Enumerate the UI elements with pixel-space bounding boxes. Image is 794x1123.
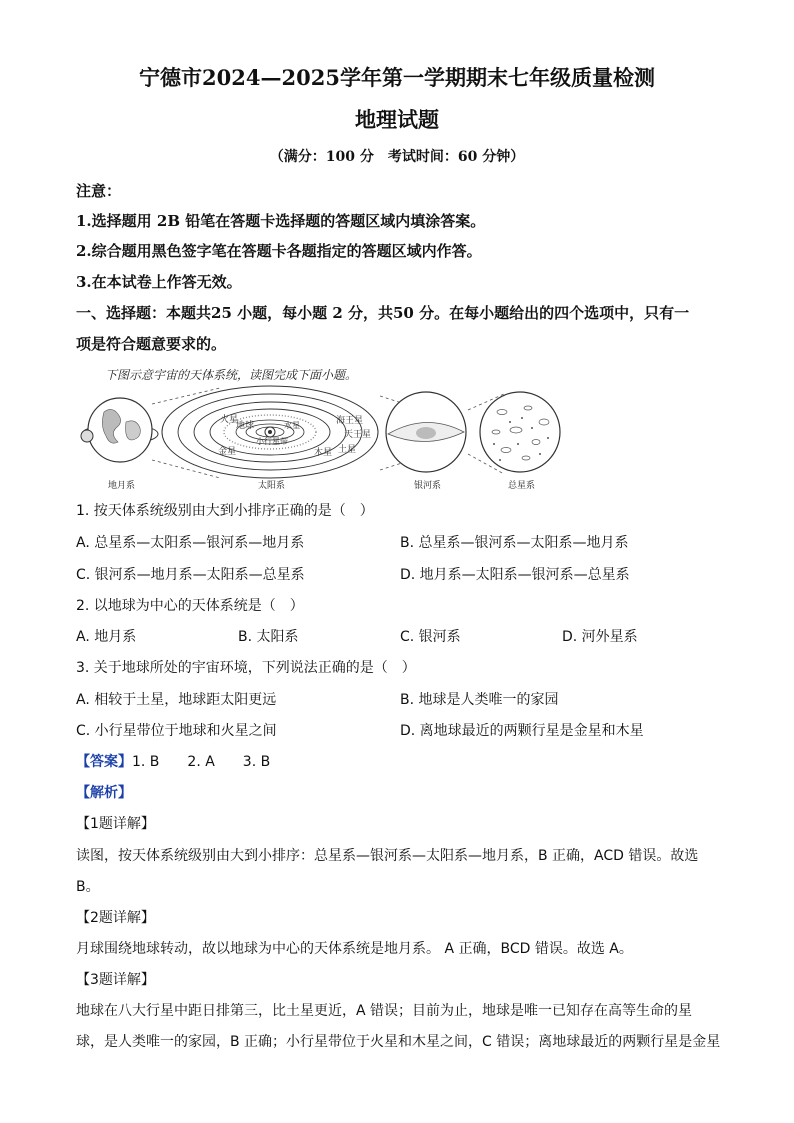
- q1-detail-line-2: B。: [76, 879, 100, 895]
- section-instruction-cont: 项是符合题意要求的。: [76, 335, 227, 353]
- asteroid-belt-label: 小行星带: [256, 437, 288, 446]
- q2-option-b: B. 太阳系: [238, 629, 299, 645]
- q3-detail-tag: 【3题详解】: [76, 972, 155, 988]
- celestial-systems-figure: [70, 382, 570, 494]
- q2-option-d: D. 河外星系: [562, 629, 638, 645]
- q1-option-b: B. 总星系—银河系—太阳系—地月系: [400, 535, 629, 551]
- uranus-label: 天王星: [344, 430, 372, 440]
- label-earth-moon: 地月系: [108, 481, 136, 491]
- solar-system-diagram: [162, 386, 378, 478]
- earth-moon-diagram: [81, 398, 158, 462]
- q2-detail-tag: 【2题详解】: [76, 910, 155, 926]
- question-3-stem: 3. 关于地球所处的宇宙环境，下列说法正确的是（ ）: [76, 660, 416, 676]
- exam-title: 宁德市2024—2025学年第一学期期末七年级质量检测: [139, 65, 655, 90]
- q1-option-a: A. 总星系—太阳系—银河系—地月系: [76, 535, 305, 551]
- label-milky-way: 银河系: [414, 481, 442, 491]
- note-item-2: 2.综合题用黑色签字笔在答题卡各题指定的答题区域内作答。: [76, 242, 482, 260]
- jupiter-label: 木星: [314, 448, 333, 458]
- q1-option-c: C. 银河系—地月系—太阳系—总星系: [76, 567, 305, 583]
- question-1-stem: 1. 按天体系统级别由大到小排序正确的是（ ）: [76, 503, 374, 519]
- analysis-tag: 【解析】: [76, 785, 132, 801]
- score-time: （满分：100 分 考试时间：60 分钟）: [269, 149, 525, 165]
- q3-option-d: D. 离地球最近的两颗行星是金星和木星: [400, 723, 644, 739]
- note-item-1: 1.选择题用 2B 铅笔在答题卡选择题的答题区域内填涂答案。: [76, 212, 486, 230]
- q3-option-c: C. 小行星带位于地球和火星之间: [76, 723, 277, 739]
- q2-option-c: C. 银河系: [400, 629, 461, 645]
- milky-way-diagram: [386, 392, 466, 472]
- label-total-galaxy: 总星系: [508, 481, 536, 491]
- question-2-stem: 2. 以地球为中心的天体系统是（ ）: [76, 598, 304, 614]
- section-instruction: 一、选择题：本题共25 小题，每小题 2 分，共50 分。在每小题给出的四个选项中，只有一: [76, 304, 690, 322]
- answer-line: [76, 751, 726, 771]
- mercury-label: 水星: [284, 421, 300, 430]
- q3-detail-line-2: 球，是人类唯一的家园，B 正确；小行星带位于火星和木星之间，C 错误；离地球最近的两颗行星是金星: [76, 1034, 721, 1050]
- q3-option-a: A. 相较于土星，地球距太阳更远: [76, 692, 277, 708]
- q1-option-d: D. 地月系—太阳系—银河系—总星系: [400, 567, 630, 583]
- notes-heading: 注意：: [76, 182, 122, 200]
- earth-label: 地球: [236, 421, 255, 431]
- q1-detail-line-1: 读图，按天体系统级别由大到小排序：总星系—银河系—太阳系—地月系，B 正确，ACD 错误。故选: [76, 848, 699, 864]
- label-solar-system: 太阳系: [258, 481, 286, 491]
- q3-option-b: B. 地球是人类唯一的家园: [400, 692, 559, 708]
- answer-values: 1. B 2. A 3. B: [132, 754, 271, 770]
- exam-subtitle: 地理试题: [355, 107, 439, 132]
- total-galaxy-diagram: [480, 392, 560, 472]
- q2-detail-line-1: 月球围绕地球转动，故以地球为中心的天体系统是地月系。 A 正确，BCD 错误。故选 A。: [76, 941, 633, 957]
- saturn-label: 土星: [338, 445, 357, 455]
- answer-tag: 【答案】: [76, 754, 132, 770]
- figure-caption: 下图示意宇宙的天体系统，读图完成下面小题。: [105, 368, 358, 382]
- neptune-label: 海王星: [336, 416, 364, 426]
- q2-option-a: A. 地月系: [76, 629, 137, 645]
- mars-label: 火星: [220, 415, 239, 425]
- q1-detail-tag: 【1题详解】: [76, 816, 155, 832]
- venus-label: 金星: [218, 447, 237, 457]
- q3-detail-line-1: 地球在八大行星中距日排第三，比土星更近，A 错误；目前为止，地球是唯一已知存在高等生命的星: [76, 1003, 693, 1019]
- note-item-3: 3.在本试卷上作答无效。: [76, 273, 242, 291]
